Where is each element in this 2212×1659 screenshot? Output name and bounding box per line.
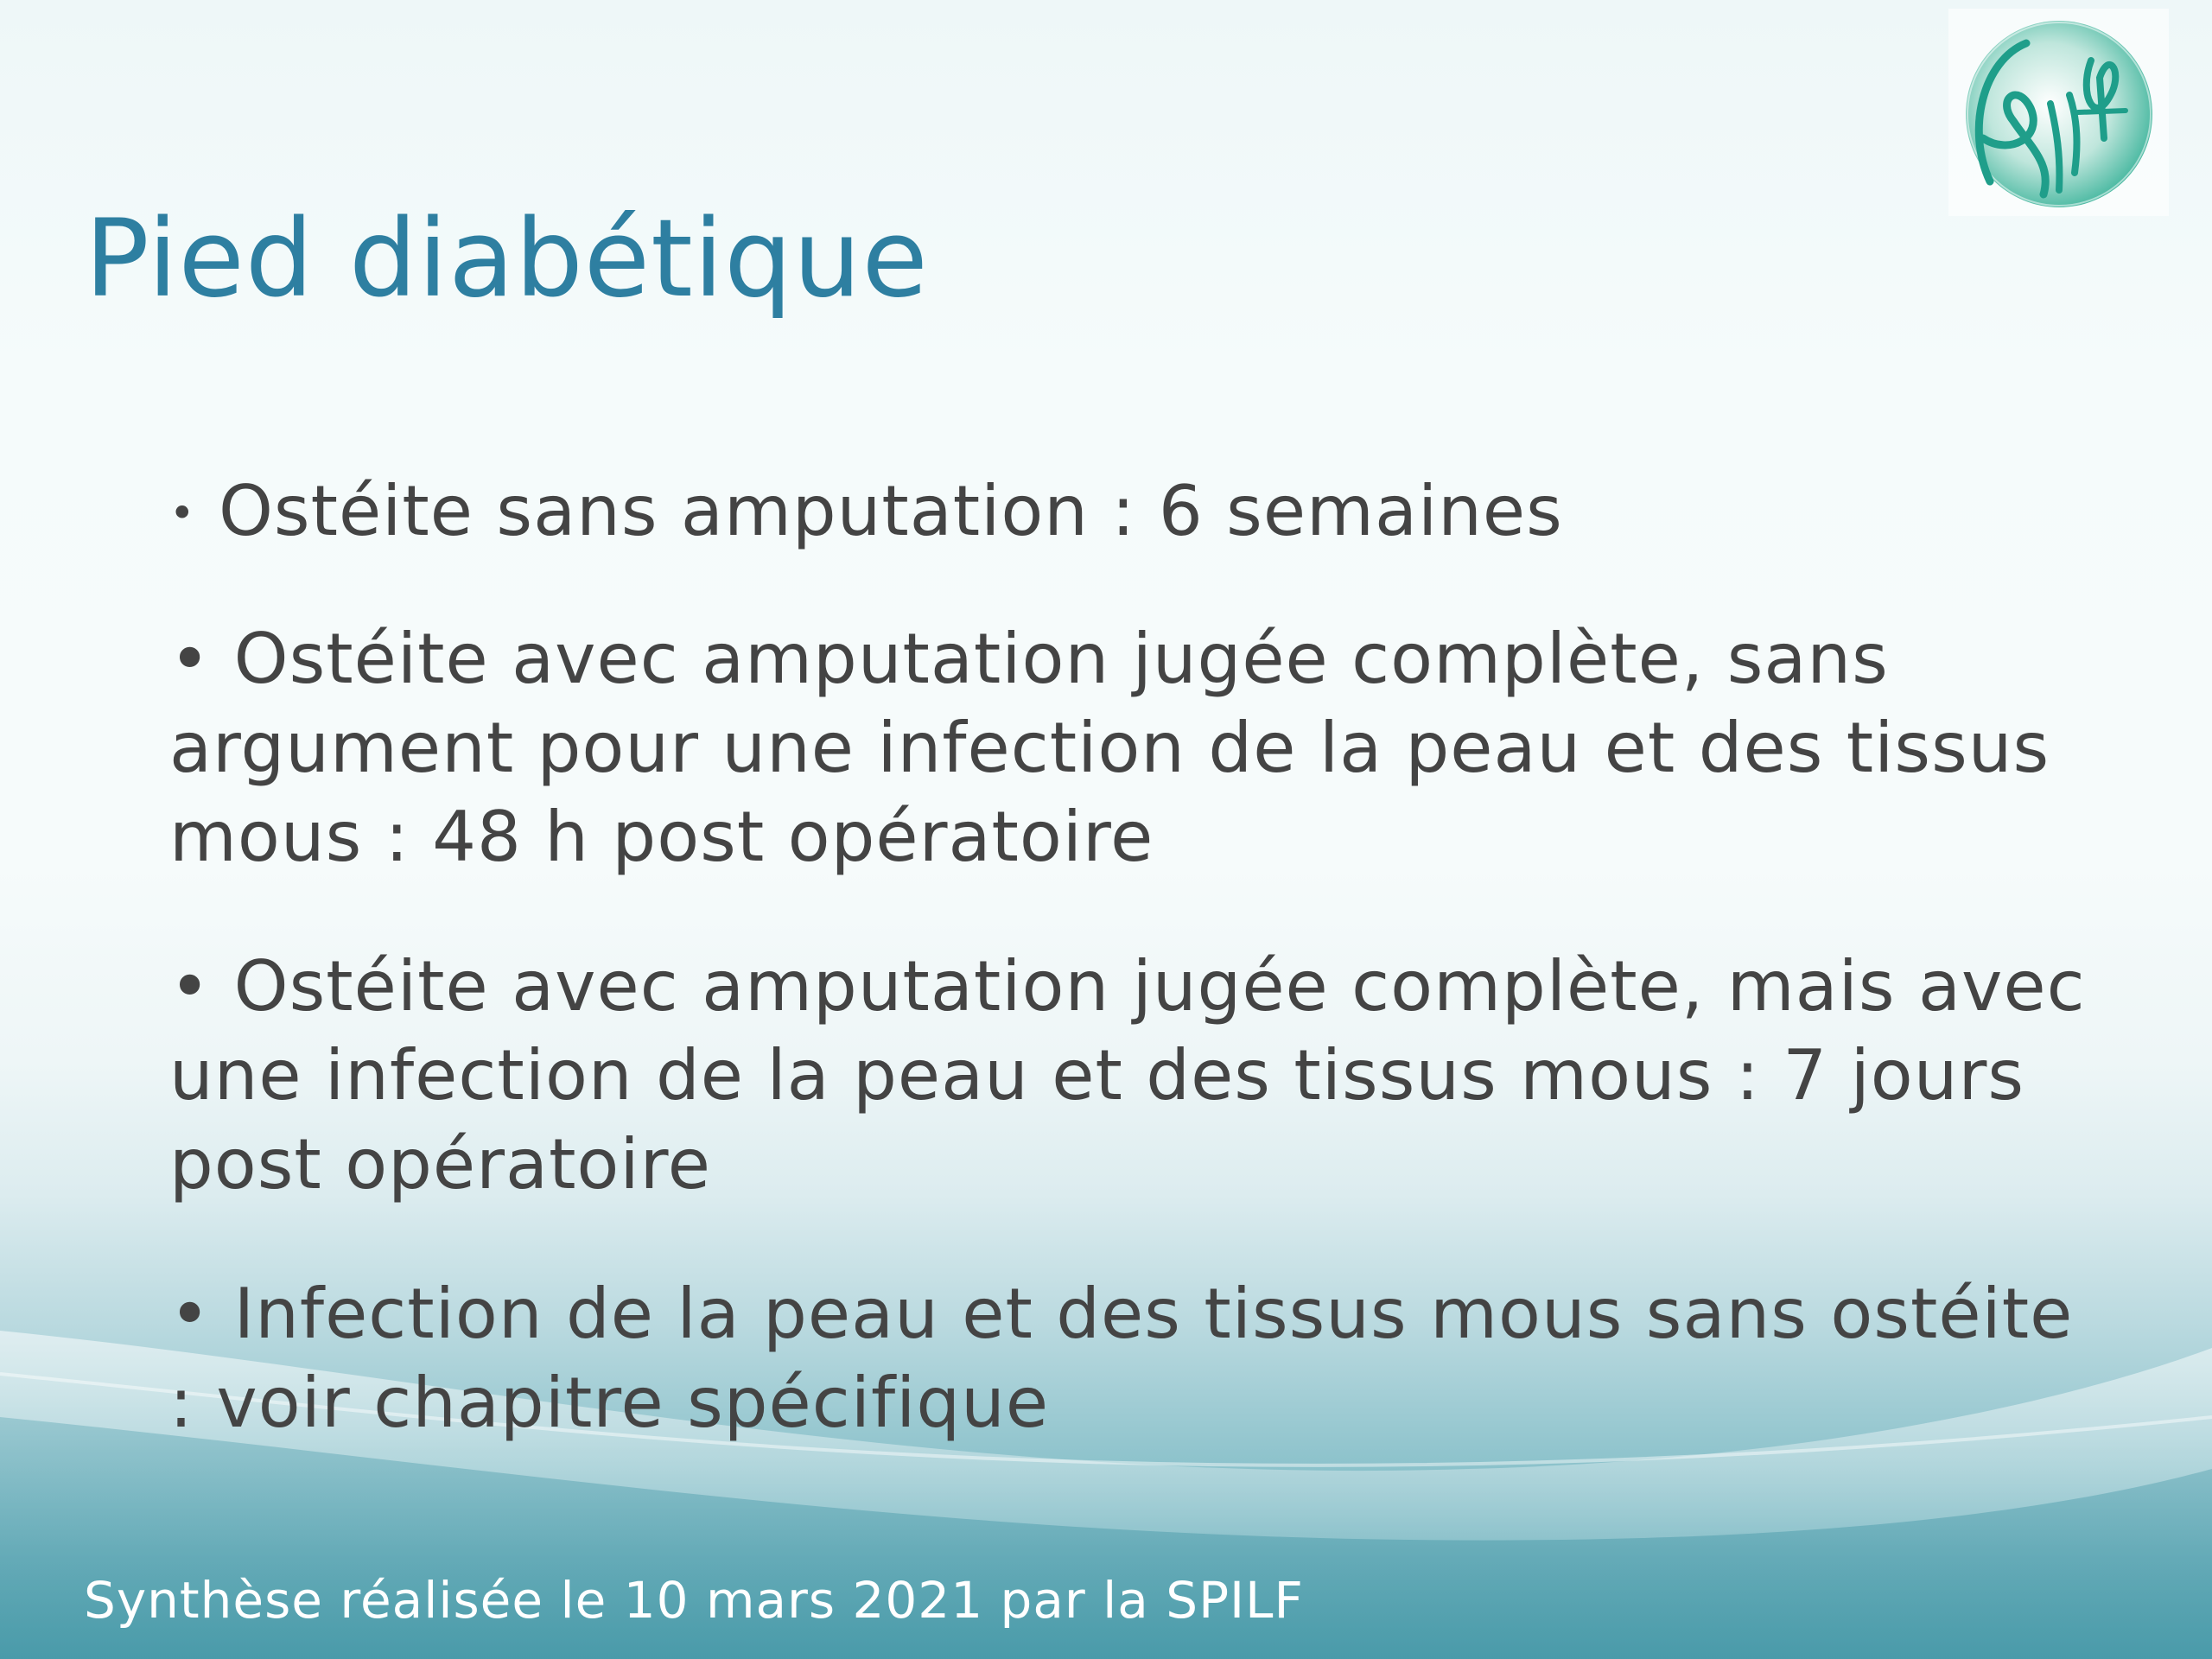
bullet-list: [169, 467, 2113, 1508]
bullet-text: Ostéite sans amputation : 6 semaines: [218, 471, 1563, 551]
bullet-item: [169, 1269, 2113, 1447]
bullet-text: Infection de la peau et des tissus mous sans ostéite : voir chapitre spécifique: [169, 1274, 2074, 1443]
bullet-marker: •: [169, 488, 196, 538]
bullet-item: [169, 614, 2113, 881]
bullet-marker: •: [169, 619, 212, 699]
bullet-marker: •: [169, 1274, 212, 1354]
bullet-item: [169, 467, 2113, 558]
bullet-text: Ostéite avec amputation jugée complète, sans argument pour une infection de la peau et des tissus mous : 48 h post opératoire: [169, 619, 2050, 877]
bullet-marker: •: [169, 946, 212, 1027]
bullet-text: Ostéite avec amputation jugée complète, mais avec une infection de la peau et des tissus mous : 7 jours post opératoire: [169, 946, 2086, 1205]
bullet-item: [169, 942, 2113, 1209]
spilf-logo: [1948, 9, 2169, 216]
footer-text: Synthèse réalisée le 10 mars 2021 par la SPILF: [84, 1571, 1304, 1630]
slide-title: Pied diabétique: [85, 197, 929, 321]
